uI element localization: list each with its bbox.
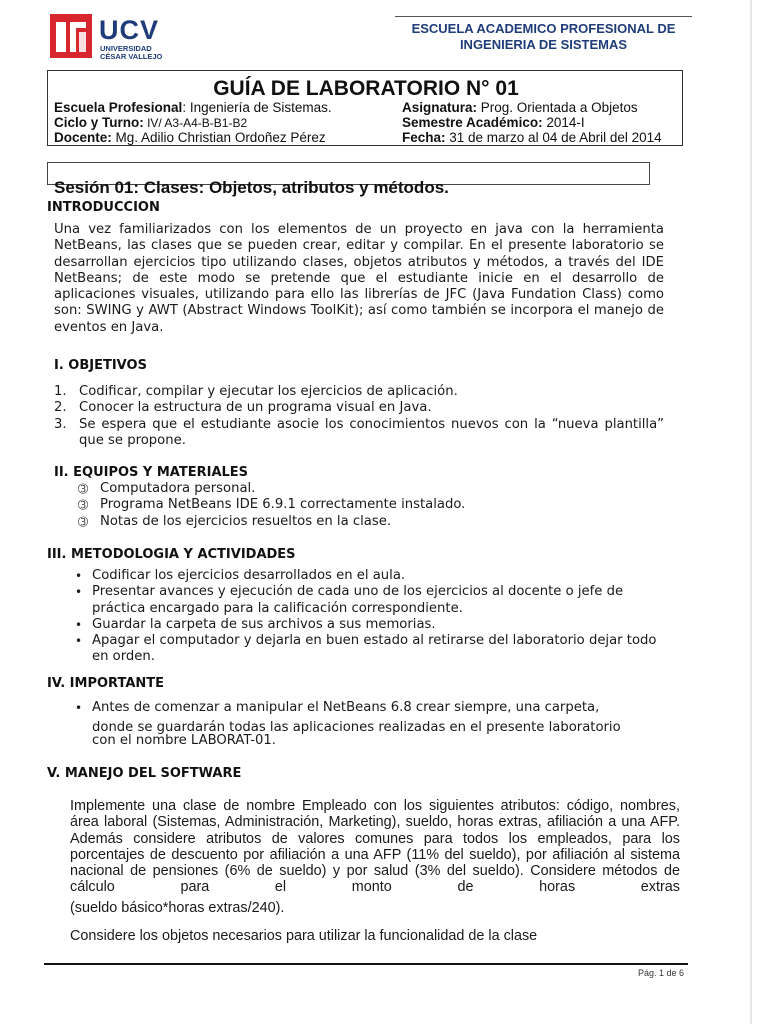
objetivos-heading: I. OBJETIVOS (54, 358, 147, 373)
meta-fecha-label: Fecha: (402, 130, 446, 145)
bullet-icon: • (75, 585, 83, 600)
objetivos-list (54, 384, 664, 449)
meta-asignatura-label: Asignatura: (402, 100, 478, 115)
meta-docente-label: Docente: (54, 130, 112, 145)
bullet-icon: • (75, 617, 83, 632)
school-line2: INGENIERIA DE SISTEMAS (459, 37, 628, 52)
list-item (54, 384, 664, 400)
list-item (78, 481, 668, 497)
meta-ciclo (54, 115, 247, 131)
footer-rule (44, 963, 688, 965)
list-item (78, 497, 668, 513)
bullet-icon: • (75, 569, 83, 583)
school-header (395, 21, 692, 53)
circle-marker-icon: ➂ (78, 514, 89, 529)
meta-ciclo-value: IV/ A3-A4-B-B1-B2 (143, 116, 248, 130)
importante-heading: IV. IMPORTANTE (47, 676, 165, 691)
list-text: Se espera que el estudiante asocie los conocimientos nuevos con la “nueva plantilla” que se propone. (79, 416, 664, 448)
list-number: 2. (54, 400, 67, 416)
circle-marker-icon: ➂ (78, 482, 89, 496)
list-item (75, 584, 667, 617)
ucv-emblem-icon (50, 14, 92, 58)
meta-asignatura (402, 100, 638, 116)
list-text: Conocer la estructura de un programa visual en Java. (79, 400, 432, 416)
meta-ciclo-label: Ciclo y Turno: (54, 115, 144, 130)
logo-line2: CÉSAR VALLEJO (100, 52, 163, 61)
list-number: 1. (54, 384, 67, 399)
meta-semestre (402, 115, 585, 131)
list-text: Computadora personal. (100, 481, 256, 496)
meta-fecha (402, 130, 662, 146)
meta-escuela (54, 100, 332, 116)
page-edge (750, 0, 752, 1024)
metodologia-heading: III. METODOLOGIA Y ACTIVIDADES (47, 547, 296, 562)
meta-docente (54, 130, 326, 146)
session-title: Sesión 01: Clases: Objetos, atributos y métodos. (54, 178, 449, 197)
intro-text: Una vez familiarizados con los elementos de un proyecto en java con la herramienta NetBeans, las clases que se pueden crear, editar y compilar. En el presente laboratorio se desarrollan ejercicios tipo utilizando clases, objetos atributos y métodos, a través del IDE NetBeans; de este modo se pretende que el estudiante inicie en el desarrollo de aplicaciones visuales, utilizando para ello las librerías de JFC (Java Fundation Class) como son: SWING y AWT (Abstract Windows ToolKit); así como también se incorpora el manejo de eventos en Java. (54, 222, 664, 335)
intro-heading: INTRODUCCION (47, 200, 160, 215)
manejo-paragraph-end: (sueldo básico*horas extras/240). (70, 900, 285, 916)
page-number: Pág. 1 de 6 (637, 968, 684, 978)
list-item (75, 633, 667, 666)
metodologia-list (75, 568, 667, 666)
list-text: Guardar la carpeta de sus archivos a sus memorias. (92, 616, 436, 632)
importante-line2: donde se guardarán todas las aplicaciones realizadas en el presente laboratorio (92, 720, 621, 736)
list-item (54, 400, 664, 416)
list-number: 3. (54, 416, 67, 432)
title-box (47, 70, 683, 146)
manejo-paragraph: Implemente una clase de nombre Empleado con los siguientes atributos: código, nombres, área laboral (Sistemas, Administración, Marketing), sueldo, horas extras, afiliación a una AFP. Además considere atributos de valores comunes para todos los empleados, para los porcentajes de descuento por afiliación a una AFP (11% del sueldo), por afiliación al sistema nacional de pensiones (6% de sueldo) y por salud (3% del sueldo). Considere métodos de cálculo para el monto de horas extras (70, 798, 680, 896)
bullet-icon: • (75, 701, 83, 715)
equipos-heading: II. EQUIPOS Y MATERIALES (54, 465, 249, 480)
list-item (75, 617, 667, 633)
logo-brand: UCV (99, 15, 160, 45)
meta-semestre-value: 2014-I (542, 115, 585, 130)
logo-line1: UNIVERSIDAD (100, 44, 152, 53)
school-line1: ESCUELA ACADEMICO PROFESIONAL DE (411, 21, 676, 36)
manejo-paragraph-2: Considere los objetos necesarios para utilizar la funcionalidad de la clase (70, 928, 538, 944)
circle-marker-icon: ➂ (78, 498, 89, 513)
meta-semestre-label: Semestre Académico: (402, 115, 543, 130)
meta-docente-value: Mg. Adilio Christian Ordoñez Pérez (111, 130, 326, 145)
list-text: Codificar, compilar y ejecutar los ejercicios de aplicación. (79, 384, 458, 399)
meta-escuela-label: Escuela Profesional (54, 100, 183, 115)
importante-line1: Antes de comenzar a manipular el NetBeans 6.8 crear siempre, una carpeta, (92, 700, 600, 715)
list-item (78, 514, 668, 530)
bullet-icon: • (75, 634, 83, 649)
list-text: Apagar el computador y dejarla en buen estado al retirarse del laboratorio dejar todo en orden. (92, 633, 657, 665)
list-text: Notas de los ejercicios resueltos en la clase. (100, 513, 392, 529)
manejo-heading: V. MANEJO DEL SOFTWARE (47, 766, 242, 781)
school-rule (395, 16, 692, 17)
list-item (75, 568, 667, 584)
meta-escuela-value: : Ingeniería de Sistemas. (182, 100, 332, 115)
list-text: Programa NetBeans IDE 6.9.1 correctamente instalado. (100, 497, 466, 513)
ucv-logo (50, 14, 175, 62)
list-text: Presentar avances y ejecución de cada uno de los ejercicios al docente o jefe de práctica encargado para la calificación correspondiente. (92, 584, 624, 616)
equipos-list (78, 481, 668, 530)
importante-item (75, 700, 675, 747)
list-item (54, 417, 664, 450)
document-title: GUÍA DE LABORATORIO N° 01 (213, 77, 519, 100)
meta-fecha-value: 31 de marzo al 04 de Abril del 2014 (445, 130, 662, 145)
list-text: Codificar los ejercicios desarrollados en el aula. (92, 568, 406, 583)
importante-line3: con el nombre LABORAT-01. (92, 733, 276, 749)
meta-asignatura-value: Prog. Orientada a Objetos (477, 100, 638, 115)
